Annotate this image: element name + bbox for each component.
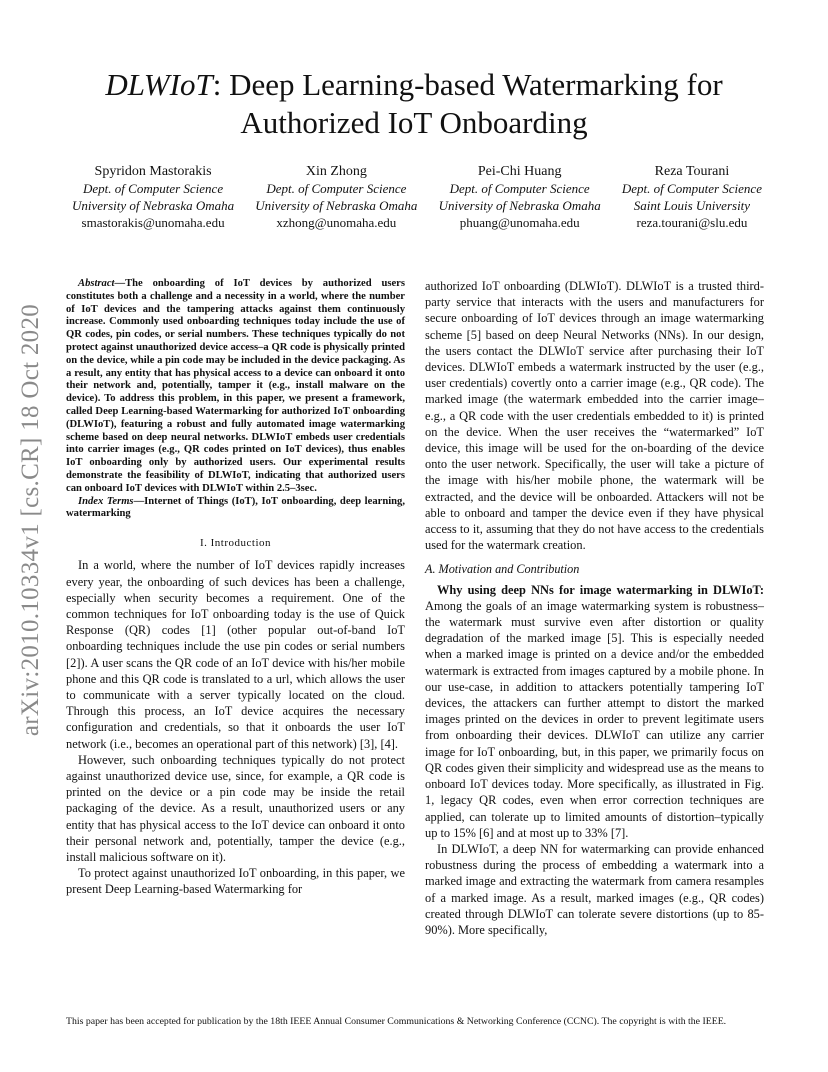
title-rest: : Deep Learning-based Watermarking for xyxy=(212,67,723,102)
author-email: reza.tourani@slu.edu xyxy=(636,215,748,230)
author-block xyxy=(72,163,762,231)
author-name: Pei-Chi Huang xyxy=(477,164,562,179)
arxiv-stamp-text: arXiv:2010.10334v1 [cs.CR] 18 Oct 2020 xyxy=(17,303,44,737)
author-affiliation: Saint Louis University xyxy=(633,198,751,213)
author-dept: Dept. of Computer Science xyxy=(621,181,762,196)
paper-title xyxy=(60,66,768,142)
title-italic: DLWIoT xyxy=(105,67,213,102)
author-2 xyxy=(255,163,417,231)
section-heading-introduction: I. Introduction xyxy=(199,537,272,550)
author-4 xyxy=(622,163,762,231)
subsection-heading: A. Motivation and Contribution xyxy=(425,562,580,577)
title-line-2: Authorized IoT Onboarding xyxy=(240,105,588,140)
title-line-1 xyxy=(60,66,768,104)
author-email: xzhong@unomaha.edu xyxy=(276,215,397,230)
author-email: smastorakis@unomaha.edu xyxy=(81,215,225,230)
abstract-label: Abstract xyxy=(78,278,115,289)
left-column xyxy=(66,278,405,898)
author-1 xyxy=(72,163,234,231)
motivation-paragraph xyxy=(425,582,764,841)
author-affiliation: University of Nebraska Omaha xyxy=(438,198,601,213)
intro-paragraph: However, such onboarding techniques typically do not protect against unauthorized device use, since, for example, a QR code is printed on the device or a pin code may be inside the retail packaging of the device. As a result, unauthorized users or any entity that has physical access to the IoT device can onboard it onto their personal network and, potentially, tamper the device (e.g., install malicious software on it). xyxy=(66,752,405,864)
continuation-paragraph: authorized IoT onboarding (DLWIoT). DLWIoT is a trusted third-party service that interacts with the users and manufacturers for secure onboarding of IoT devices through an image watermarking scheme [5] based on deep Neural Networks (NNs). In our design, the users contact the DLWIoT service after purchasing their IoT devices. DLWIoT embeds a watermark instructed by the user (e.g., user credentials) covertly onto a carrier image (e.g., QR code). The marked image (the watermark embedded into the carrier image–e.g., a QR code with the user credentials embedded to it) is printed on the device. When the user receives the “watermarked” IoT device, this image will be used for the on-boarding of the device onto the user network. Specifically, the user will take a picture of the image with his/her mobile phone, the watermark will be extracted, and the device will be onboarded. Attackers will not be able to onboard and tamper the device even if they have physical access to it, assuming that they do not have access to the credentials used for the watermark creation. xyxy=(425,279,764,553)
right-column xyxy=(425,278,764,938)
footnote: This paper has been accepted for publication by the 18th IEEE Annual Consumer Communications & Networking Conference (CCNC). The copyright is with the IEEE. xyxy=(66,1016,727,1027)
motivation-text: Among the goals of an image watermarking system is robustness–the watermark must survive even after distortion or quality degradation of the marked image [5]. This is especially needed when a marked image is printed on a device and/or the embedded watermark is extracted from images captured by a mobile phone. In our use-case, in addition to attackers potentially tampering IoT devices, the attackers can further attempt to distort the marked images printed on the devices in order to prevent legitimate users from onboarding their devices. DLWIoT can utilize any carrier image for IoT onboarding, but, in this paper, we primarily focus on QR codes given their simplicity and widespread use as the means to onboard IoT devices today. More specifically, as illustrated in Fig. 1, legacy QR codes, even when error correction techniques are applied, can tolerate up to limited amounts of distortion–typically up to 15% [6] and at most up to 33% [7]. xyxy=(425,598,764,840)
intro-paragraph: In a world, where the number of IoT devices rapidly increases every year, the onboarding of such devices has been a challenge, especially when security becomes a requirement. One of the common techniques for IoT onboarding today is the use of Quick Response (QR) codes [1] (other popular out-of-band IoT onboarding techniques include the use pin codes or serial numbers [2]). A user scans the QR code of an IoT device with his/her mobile phone and this QR code is translated to a url, which allows the user to communicate with a server typically located on the cloud. Through this process, an IoT device acquires the necessary configuration and credentials, so that it onboards the user IoT network (i.e., becomes an operational part of this network) [3], [4]. xyxy=(66,558,405,751)
author-3 xyxy=(439,163,601,231)
index-terms xyxy=(66,496,405,522)
author-name: Spyridon Mastorakis xyxy=(94,164,212,179)
author-dept: Dept. of Computer Science xyxy=(449,181,590,196)
author-affiliation: University of Nebraska Omaha xyxy=(255,198,418,213)
intro-paragraph: To protect against unauthorized IoT onboarding, in this paper, we present Deep Learning-based Watermarking for xyxy=(66,866,405,897)
author-affiliation: University of Nebraska Omaha xyxy=(72,198,235,213)
index-terms-text: —Internet of Things (IoT), IoT onboarding, deep learning, watermarking xyxy=(66,495,405,520)
author-dept: Dept. of Computer Science xyxy=(266,181,407,196)
abstract xyxy=(66,278,405,496)
author-email: phuang@unomaha.edu xyxy=(459,215,580,230)
abstract-text: —The onboarding of IoT devices by authorized users constitutes both a challenge and a necessity in a world, where the number of IoT devices and the tampering attacks against them continuously increase. Commonly used onboarding techniques today include the use of QR codes, pin codes, or serial numbers. These techniques typically do not protect against unauthorized device access–a QR code is physically printed on the device, while a pin code may be included in the device packaging. As a result, any entity that has physical access to a device can onboard it onto their network and, potentially, tamper it (e.g., install malware on the device). To address this problem, in this paper, we present a framework, called Deep Learning-based Watermarking for authorized IoT onboarding (DLWIoT), featuring a robust and fully automated image watermarking scheme based on deep neural networks. DLWIoT embeds user credentials into carrier images (e.g., QR codes printed on IoT devices), thus enables IoT onboarding only by authorized users. Our experimental results demonstrate the feasibility of DLWIoT, indicating that authorized users can onboard IoT devices with DLWIoT within 2.5–3sec. xyxy=(66,278,405,494)
body-paragraph: In DLWIoT, a deep NN for watermarking can provide enhanced robustness during the process of embedding a watermark into a marked image and extracting the watermark from camera resamples of a marked image. As a result, marked images (e.g., QR codes) created through DLWIoT can tolerate severe distortions (up to 85-90%). More specifically, xyxy=(425,841,764,937)
arxiv-stamp xyxy=(6,280,56,760)
author-name: Xin Zhong xyxy=(305,164,367,179)
author-name: Reza Tourani xyxy=(654,164,730,179)
bold-lead: Why using deep NNs for image watermarking in DLWIoT: xyxy=(437,582,764,597)
index-terms-label: Index Terms xyxy=(78,495,134,507)
author-dept: Dept. of Computer Science xyxy=(83,181,224,196)
